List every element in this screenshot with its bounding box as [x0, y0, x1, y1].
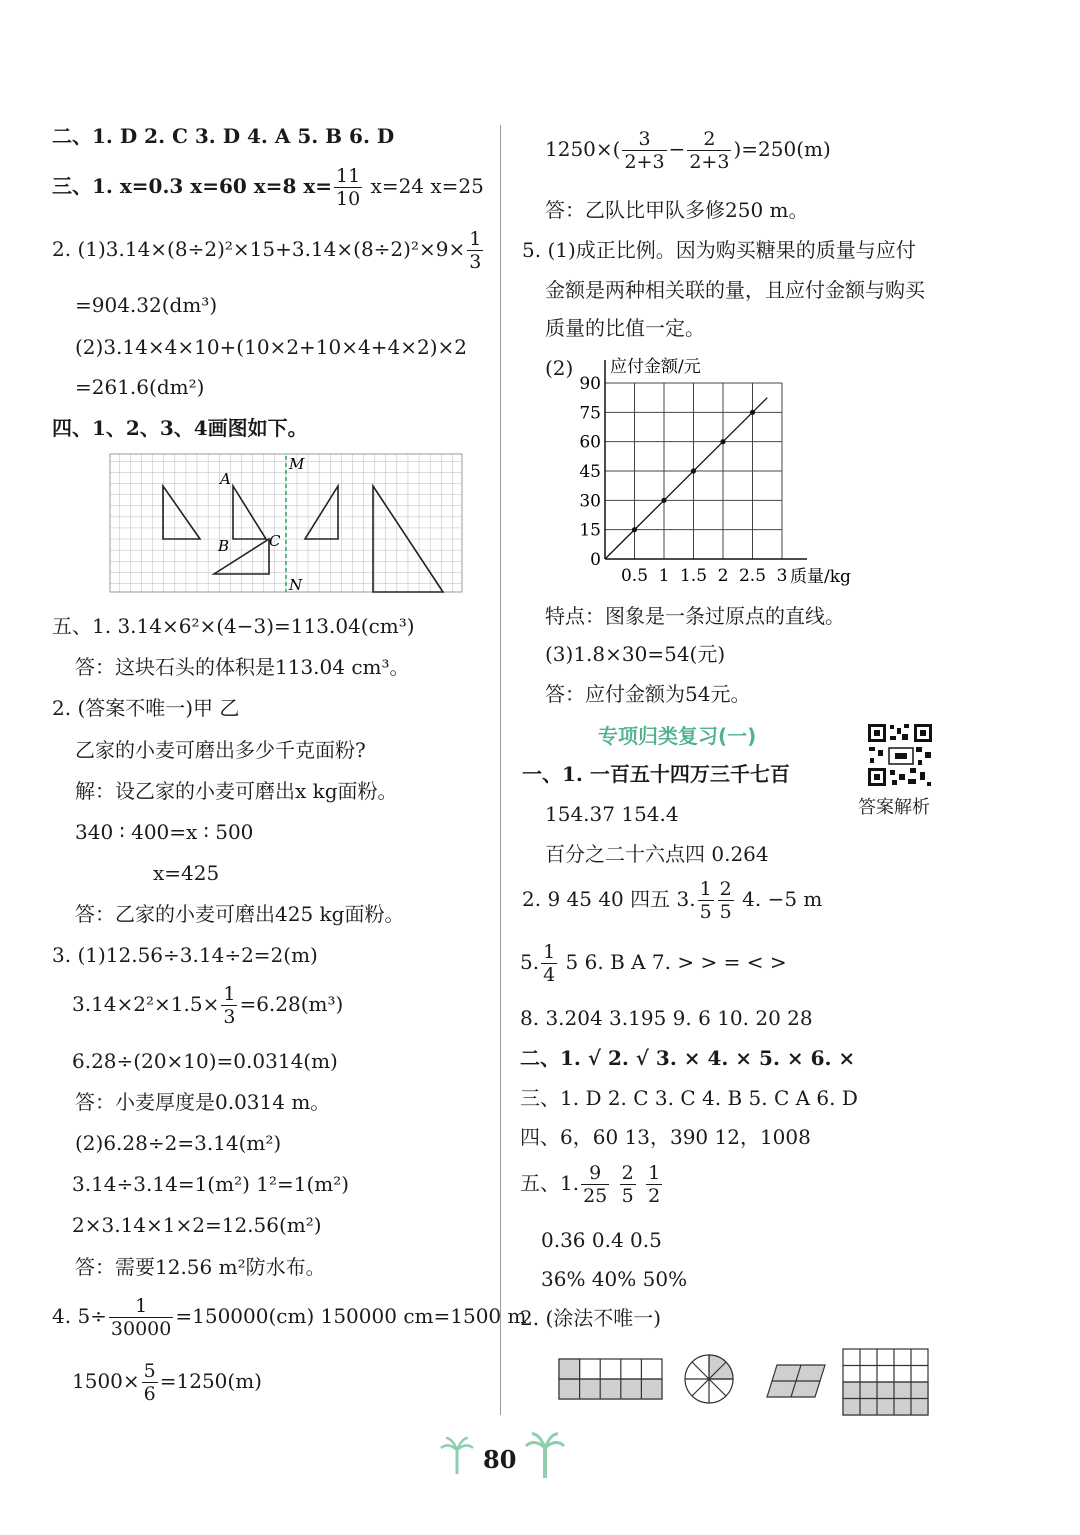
answer-line: 答：需要12.56 m²防水布。	[75, 1255, 326, 1279]
x-tick-label: 1	[658, 566, 670, 586]
y-tick-label: 15	[579, 520, 601, 541]
label-m: M	[289, 455, 305, 473]
fraction-denominator: 2+3	[689, 151, 730, 173]
shaded-grid-square	[843, 1349, 928, 1415]
fraction-denominator: 30000	[110, 1318, 172, 1340]
fraction-denominator: 5	[699, 901, 712, 923]
answer-line: 5. (1)成正比例。因为购买糖果的质量与应付	[522, 238, 916, 262]
x-tick-label: 1.5	[679, 566, 708, 586]
answer-line: 答：乙队比甲队多修250 m。	[545, 198, 809, 222]
line-text: −	[668, 137, 686, 161]
answer-line: 2. (涂法不唯一)	[520, 1306, 662, 1330]
fraction-numerator: 1	[543, 941, 556, 963]
answer-line: 四、1、2、3、4画图如下。	[52, 416, 308, 440]
line-text: 三、1. x=0.3 x=60 x=8 x=	[52, 174, 332, 198]
geometry-grid-figure	[108, 450, 464, 596]
label-b: B	[218, 537, 230, 555]
fraction	[687, 128, 731, 173]
answer-line: 340 ∶ 400=x ∶ 500	[75, 820, 254, 844]
y-tick-label: 75	[579, 403, 601, 424]
answer-line: 答：小麦厚度是0.0314 m。	[75, 1090, 331, 1114]
fraction	[221, 983, 237, 1028]
answer-line: (2)6.28÷2=3.14(m²)	[75, 1131, 282, 1155]
line-text: 5 6. B A 7. > > = < >	[559, 950, 787, 974]
fraction	[622, 128, 666, 173]
answer-line	[520, 1162, 664, 1207]
answer-line: 二、1. D 2. C 3. D 4. A 5. B 6. D	[52, 124, 395, 148]
fraction	[109, 1295, 173, 1340]
answer-line: 质量的比值一定。	[545, 316, 705, 340]
answer-line: 3.14÷3.14=1(m²) 1²=1(m²)	[72, 1172, 350, 1196]
data-point	[661, 498, 666, 503]
answer-line	[52, 228, 485, 273]
answer-line: 0.36 0.4 0.5	[541, 1228, 662, 1252]
qr-caption: 答案解析	[858, 797, 930, 818]
answer-line: (2)	[545, 356, 574, 380]
answer-line: 四、6，60 13，390 12，1008	[520, 1125, 811, 1149]
answer-line: 2. (答案不唯一)甲 乙	[52, 696, 240, 720]
fraction-denominator: 5	[621, 1185, 634, 1207]
answer-line	[72, 1360, 262, 1405]
answer-line: 解：设乙家的小麦可磨出x kg面粉。	[75, 779, 398, 803]
fraction-numerator: 5	[143, 1360, 156, 1382]
x-axis-label: 质量/kg	[790, 567, 851, 587]
fraction-numerator: 2	[687, 128, 731, 151]
answer-line: 答：这块石头的体积是113.04 cm³。	[75, 655, 410, 679]
answer-line	[52, 165, 484, 210]
x-tick-label: 0.5	[620, 566, 649, 586]
line-text: 4. −5 m	[735, 887, 823, 911]
chart-series	[605, 398, 767, 559]
section-title: 专项归类复习(一)	[598, 724, 757, 748]
fraction-numerator: 1	[648, 1162, 661, 1184]
answer-line	[522, 878, 822, 923]
answer-line	[52, 1295, 526, 1340]
fraction-numerator: 1	[109, 1295, 173, 1318]
answer-line: x=425	[153, 861, 220, 885]
data-point	[691, 468, 696, 473]
line-text: 3.14×2²×1.5×	[72, 992, 220, 1016]
answer-line: 154.37 154.4	[545, 802, 679, 826]
answer-line: (2)3.14×4×10+(10×2+10×4+4×2)×2	[75, 335, 467, 359]
fraction-numerator: 1	[699, 878, 712, 900]
fraction	[581, 1162, 609, 1207]
shaded-parallelogram	[767, 1365, 825, 1397]
x-tick-label: 2	[717, 566, 729, 586]
x-tick-label: 2.5	[738, 566, 767, 586]
palm-tree-icon	[440, 1432, 474, 1476]
fraction	[620, 1162, 636, 1207]
fraction-numerator: 1	[223, 983, 236, 1005]
fraction-denominator: 10	[336, 188, 361, 210]
fraction-denominator: 3	[469, 251, 482, 273]
line-text: )=250(m)	[733, 137, 831, 161]
answer-line: 五、1. 3.14×6²×(4−3)=113.04(cm³)	[52, 614, 415, 638]
answer-line	[545, 128, 831, 173]
proportion-line-chart	[560, 352, 880, 592]
answer-line: 特点：图象是一条过原点的直线。	[545, 604, 845, 628]
fraction-denominator: 4	[543, 964, 556, 986]
label-c: C	[269, 532, 281, 550]
fraction-denominator: 25	[583, 1185, 608, 1207]
answer-line: (3)1.8×30=54(元)	[545, 642, 726, 666]
label-a: A	[220, 470, 231, 488]
y-tick-label: 45	[579, 462, 601, 482]
fraction-denominator: 2	[648, 1185, 661, 1207]
data-point	[632, 527, 637, 532]
palm-tree-icon	[524, 1428, 566, 1480]
fraction-denominator: 5	[719, 901, 732, 923]
answer-line: 3. (1)12.56÷3.14÷2=2(m)	[52, 943, 318, 967]
answer-line: 答：乙家的小麦可磨出425 kg面粉。	[75, 902, 405, 926]
y-axis-label: 应付金额/元	[610, 357, 701, 377]
series-line	[605, 398, 767, 559]
y-tick-label: 60	[579, 432, 601, 453]
fraction	[541, 941, 557, 986]
answer-line: 8. 3.204 3.195 9. 6 10. 20 28	[520, 1006, 813, 1030]
line-text: 1250×(	[545, 137, 621, 161]
line-text: x=24 x=25	[364, 174, 484, 198]
answer-line	[72, 983, 343, 1028]
y-tick-label: 30	[579, 491, 601, 512]
line-text: 4. 5÷	[52, 1304, 107, 1328]
fraction-denominator: 2+3	[624, 151, 665, 173]
fraction-denominator: 6	[143, 1383, 156, 1405]
answer-line: 一、1. 一百五十四万三千七百	[522, 762, 790, 786]
fraction-numerator: 11	[336, 165, 361, 187]
y-tick-label: 90	[579, 374, 601, 394]
line-text: 5.	[520, 950, 540, 974]
fraction	[467, 228, 483, 273]
fraction-numerator: 3	[622, 128, 666, 151]
answer-line: =904.32(dm³)	[75, 293, 218, 317]
fraction	[646, 1162, 662, 1207]
answer-line: =261.6(dm²)	[75, 375, 205, 399]
data-point	[720, 439, 725, 444]
answer-line: 百分之二十六点四 0.264	[545, 842, 769, 866]
line-text: 五、1.	[520, 1171, 580, 1195]
shaded-circle	[685, 1355, 733, 1403]
fraction	[698, 878, 714, 923]
answer-line	[520, 941, 787, 986]
shaded-rectangle	[559, 1359, 662, 1399]
page-number: 80	[483, 1445, 517, 1474]
answer-line: 乙家的小麦可磨出多少千克面粉?	[75, 738, 366, 762]
fraction	[334, 165, 362, 210]
answer-line: 36% 40% 50%	[541, 1267, 688, 1291]
line-text: =6.28(m³)	[239, 992, 344, 1016]
line-text: =150000(cm) 150000 cm=1500 m	[175, 1304, 527, 1328]
shading-figures	[555, 1345, 935, 1420]
data-point	[750, 410, 755, 415]
fraction	[142, 1360, 158, 1405]
answer-line: 6.28÷(20×10)=0.0314(m)	[72, 1049, 338, 1073]
y-tick-label: 0	[590, 550, 601, 570]
fraction-numerator: 2	[719, 878, 732, 900]
fraction-numerator: 1	[469, 228, 482, 250]
answer-line: 三、1. D 2. C 3. C 4. B 5. C A 6. D	[520, 1086, 858, 1110]
answer-line: 金额是两种相关联的量，且应付金额与购买	[545, 278, 925, 302]
line-text: 2. (1)3.14×(8÷2)²×15+3.14×(8÷2)²×9×	[52, 237, 466, 261]
fraction-numerator: 9	[581, 1162, 609, 1185]
x-tick-label: 3	[776, 566, 788, 586]
fraction-numerator: 2	[621, 1162, 634, 1184]
fraction-denominator: 3	[223, 1006, 236, 1028]
line-text: 2. 9 45 40 四五 3.	[522, 887, 696, 911]
answer-line: 二、1. √ 2. √ 3. × 4. × 5. × 6. ×	[520, 1046, 856, 1070]
answer-line: 答：应付金额为54元。	[545, 682, 751, 706]
label-n: N	[289, 576, 303, 594]
column-divider	[500, 125, 501, 1415]
qr-code-icon[interactable]	[866, 722, 934, 788]
fraction	[718, 878, 734, 923]
line-text: =1250(m)	[159, 1369, 262, 1393]
answer-line: 2×3.14×1×2=12.56(m²)	[72, 1213, 322, 1237]
line-text: 1500×	[72, 1369, 140, 1393]
